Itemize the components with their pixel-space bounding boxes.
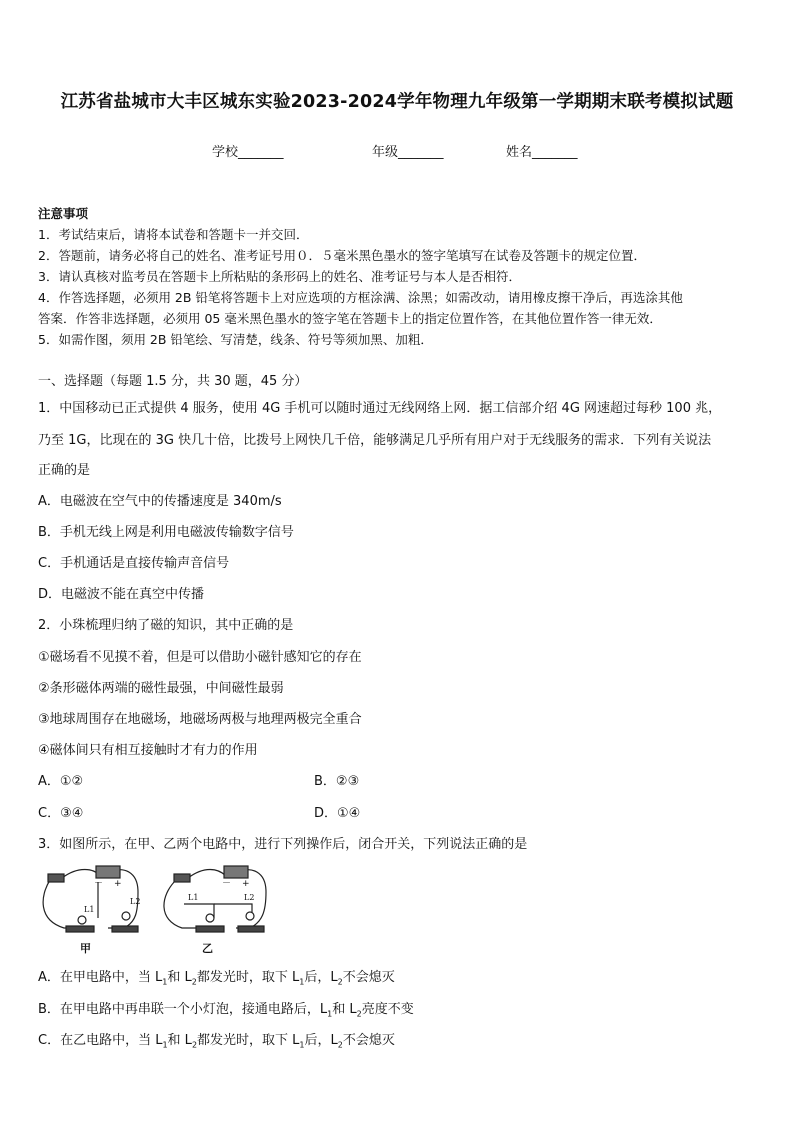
name-field: 姓名_______ [506,145,578,160]
q3-option-a: A．在甲电路中，当 $L_1$和 $L_2$都发光时，取下 $L_1$后，$L_2$不会熄灭 [38,970,395,987]
circuit-figure [38,856,278,956]
grade-field: 年级_______ [372,145,444,160]
lamp-base-l2-jia [112,926,138,932]
minus-label: － [222,879,232,889]
switch-jia [48,874,64,882]
notice-item: 3．请认真核对监考员在答题卡上所粘贴的条形码上的姓名、准考证号与本人是否相符． [38,269,521,284]
q2-option-d: D．①④ [314,806,361,821]
battery-jia [96,866,120,878]
circuit-jia [43,866,141,932]
lamp-base-l2-yi [238,926,264,932]
battery-yi [224,866,248,878]
bulb-l1-jia [78,916,86,924]
q1-stem-line3: 正确的是 [38,463,91,478]
q1-stem-line2: 乃至 1G，比现在的 3G 快几十倍，比拨号上网快几千倍，能够满足几乎所有用户对于无线服务的需求．下列有关说法 [38,433,712,448]
q1-option-c: C．手机通话是直接传输声音信号 [38,556,230,571]
q1-option-a: A．电磁波在空气中的传播速度是 340m/s [38,494,282,509]
q2-statement-2: ②条形磁体两端的磁性最强，中间磁性最弱 [38,681,284,696]
bulb-l2-jia [122,912,130,920]
notice-item: 1．考试结束后，请将本试卷和答题卡一并交回． [38,227,309,242]
notice-item: 5．如需作图，须用 2B 铅笔绘、写清楚，线条、符号等须加黑、加粗． [38,332,433,347]
q2-statement-4: ④磁体间只有相互接触时才有力的作用 [38,743,258,758]
q2-option-b: B．②③ [314,774,360,789]
minus-label: － [94,879,104,889]
q1-option-b: B．手机无线上网是利用电磁波传输数字信号 [38,525,294,540]
school-field: 学校_______ [212,145,284,160]
notice-heading: 注意事项 [38,206,89,221]
bulb-l1-yi [206,914,214,922]
notice-item: 答案．作答非选择题，必须用 05 毫米黑色墨水的签字笔在答题卡上的指定位置作答，在其他位置作答一律无效． [38,311,662,326]
figure-label-jia: 甲 [80,942,91,955]
q2-option-c: C．③④ [38,806,84,821]
notice-item: 4．作答选择题，必须用 2B 铅笔将答题卡上对应选项的方框涂满、涂黑；如需改动，请用橡皮擦干净后，再选涂其他 [38,290,683,305]
q2-statement-3: ③地球周围存在地磁场，地磁场两极与地理两极完全重合 [38,712,362,727]
q3-option-b: B．在甲电路中再串联一个小灯泡，接通电路后，$L_1$和 $L_2$亮度不变 [38,1002,414,1019]
lamp-base-l1-yi [196,926,224,932]
page-title: 江苏省盐城市大丰区城东实验2023-2024学年物理九年级第一学期期末联考模拟试题 [60,92,734,112]
q3-stem: 3．如图所示，在甲、乙两个电路中，进行下列操作后，闭合开关，下列说法正确的是 [38,837,528,852]
plus-label: + [114,879,122,889]
plus-label: + [242,879,250,889]
lamp-base-l1-jia [66,926,94,932]
notice-item: 2．答题前，请务必将自己的姓名、准考证号用０．５毫米黑色墨水的签字笔填写在试卷及答题卡的规定位置． [38,248,646,263]
q2-statement-1: ①磁场看不见摸不着，但是可以借助小磁针感知它的存在 [38,650,362,665]
l1-label: L1 [188,893,199,902]
q1-option-d: D．电磁波不能在真空中传播 [38,587,205,602]
l2-label: L2 [244,893,255,902]
q2-option-a: A．①② [38,774,84,789]
switch-yi [174,874,190,882]
l1-label: L1 [84,905,95,914]
bulb-l2-yi [246,912,254,920]
section-heading: 一、选择题（每题 1.5 分，共 30 题，45 分） [38,374,308,389]
q2-stem: 2．小珠梳理归纳了磁的知识，其中正确的是 [38,618,294,633]
q1-stem-line1: 1．中国移动已正式提供 4 服务，使用 4G 手机可以随时通过无线网络上网．据工信部介绍 4G 网速超过每秒 100 兆， [38,401,722,416]
l2-label: L2 [130,897,141,906]
figure-label-yi: 乙 [202,942,213,955]
q3-option-c: C．在乙电路中，当 $L_1$和 $L_2$都发光时，取下 $L_1$后，$L_2$不会熄灭 [38,1033,395,1050]
